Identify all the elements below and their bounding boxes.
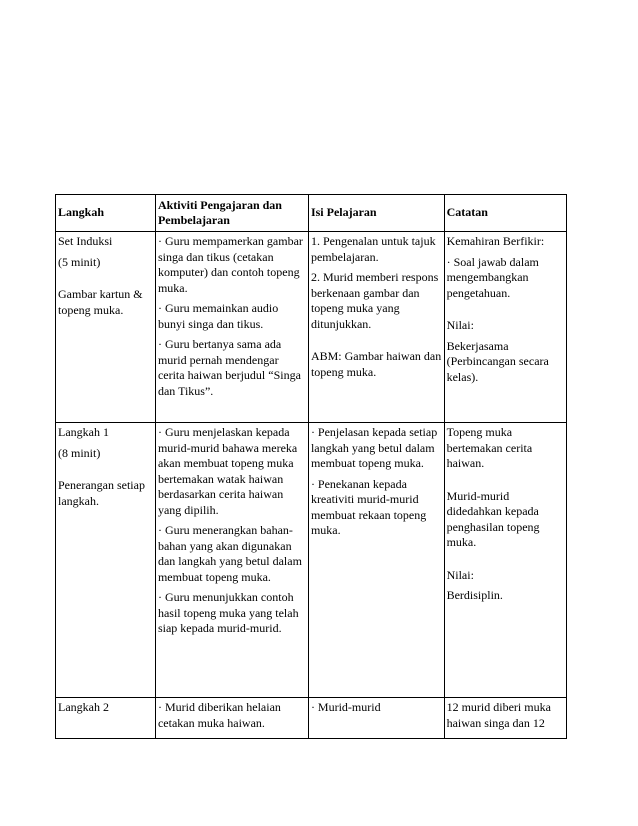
cell-catatan	[444, 698, 566, 739]
cell-text: (5 minit)	[58, 254, 101, 269]
header-isi: Isi Pelajaran	[308, 195, 444, 232]
cell-text: 2. Murid memberi respons berkenaan gambar dan topeng muka yang ditunjukkan.	[310, 270, 439, 331]
cell-text: 12 murid diberi muka haiwan singa dan 12	[446, 700, 551, 730]
cell-langkah	[56, 423, 156, 698]
cell-text: Bekerjasama (Perbincangan secara kelas).	[446, 338, 549, 384]
cell-text: · Guru bertanya sama ada murid pernah mendengar cerita haiwan berjudul “Singa dan Tikus”.	[157, 337, 301, 398]
cell-langkah	[56, 232, 156, 423]
cell-aktiviti	[155, 232, 308, 423]
cell-text: · Penjelasan kepada setiap langkah yang betul dalam membuat topeng muka.	[310, 425, 438, 470]
cell-text: · Guru menunjukkan contoh hasil topeng muka yang telah siap kepada murid-murid.	[157, 590, 299, 635]
cell-text: Langkah 1	[58, 425, 109, 439]
cell-isi	[308, 698, 444, 739]
cell-text: (8 minit)	[58, 445, 101, 460]
lesson-plan-table	[55, 194, 567, 739]
cell-isi	[308, 232, 444, 423]
header-catatan: Catatan	[444, 195, 566, 232]
cell-aktiviti	[155, 698, 308, 739]
cell-text: · Penekanan kepada kreativiti murid-murid membuat rekaan topeng muka.	[310, 476, 427, 537]
cell-text: · Guru memainkan audio bunyi singa dan tikus.	[157, 301, 279, 331]
cell-text: Penerangan setiap langkah.	[58, 478, 145, 508]
header-langkah: Langkah	[56, 195, 156, 232]
cell-text: Murid-murid didedahkan kepada penghasilan topeng muka.	[446, 488, 540, 549]
cell-text: · Soal jawab dalam mengembangkan pengetahuan.	[446, 254, 539, 300]
cell-text: Set Induksi	[58, 234, 113, 248]
cell-aktiviti	[155, 423, 308, 698]
cell-text: Topeng muka bertemakan cerita haiwan.	[446, 425, 533, 470]
table-header-row	[56, 195, 567, 232]
cell-text: · Guru mempamerkan gambar singa dan tikus (cetakan komputer) dan contoh topeng muka.	[157, 234, 303, 295]
cell-text: Langkah 2	[58, 700, 109, 714]
cell-catatan	[444, 232, 566, 423]
cell-text: · Murid-murid	[310, 700, 381, 714]
header-aktiviti: Aktiviti Pengajaran dan Pembelajaran	[155, 195, 308, 232]
cell-isi	[308, 423, 444, 698]
cell-langkah	[56, 698, 156, 739]
cell-text: Gambar kartun & topeng muka.	[58, 287, 143, 317]
cell-text: · Murid diberikan helaian cetakan muka haiwan.	[157, 700, 281, 730]
cell-text: ABM: Gambar haiwan dan topeng muka.	[310, 349, 442, 379]
cell-text: · Guru menjelaskan kepada murid-murid bahawa mereka akan membuat topeng muka bertemakan watak haiwan berdasarkan cerita haiwan yang dipilih.	[157, 425, 298, 517]
table-row	[56, 698, 567, 739]
cell-text: Nilai:	[446, 567, 474, 582]
cell-catatan	[444, 423, 566, 698]
table-row	[56, 423, 567, 698]
table-row	[56, 232, 567, 423]
cell-text: · Guru menerangkan bahan-bahan yang akan digunakan dan langkah yang betul dalam membuat topeng muka.	[157, 523, 302, 584]
cell-text: 1. Pengenalan untuk tajuk pembelajaran.	[310, 234, 436, 264]
cell-text: Berdisiplin.	[446, 588, 503, 602]
cell-text: Kemahiran Berfikir:	[446, 234, 545, 248]
cell-text: Nilai:	[446, 318, 474, 332]
